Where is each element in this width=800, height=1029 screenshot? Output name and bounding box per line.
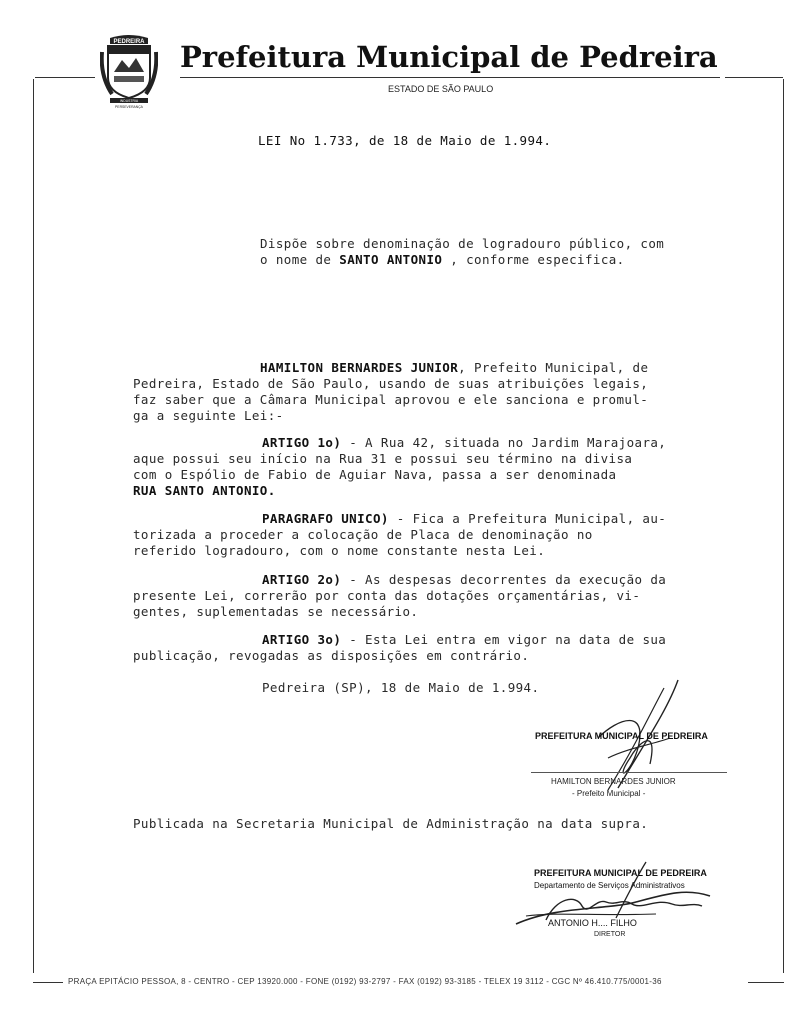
preamble-line-3: faz saber que a Câmara Municipal aprovou e ele sanciona e promul-: [133, 392, 649, 407]
mayor-signature-line: [531, 772, 727, 773]
paragraph-label: PARAGRAFO UNICO): [262, 511, 389, 526]
preamble-line-4: ga a seguinte Lei:-: [133, 408, 284, 423]
publication-note: Publicada na Secretaria Municipal de Administração na data supra.: [133, 816, 649, 831]
preamble-line-1: [260, 361, 648, 375]
article-1-line-3: com o Espólio de Fabio de Aguiar Nava, passa a ser denominada: [133, 467, 617, 482]
summary-line-2: [260, 253, 625, 267]
article-2-label: ARTIGO 2o): [262, 572, 342, 587]
article-1-label: ARTIGO 1o): [262, 435, 342, 450]
street-name-emphasis: SANTO ANTONIO: [339, 252, 443, 267]
border-right: [783, 79, 784, 973]
article-1-text: - A Rua 42, situada no Jardim Marajoara,: [341, 435, 667, 450]
law-heading: LEI No 1.733, de 18 de Maio de 1.994.: [258, 133, 552, 148]
crest-motto-text: INDUSTRIA: [119, 99, 139, 103]
letterhead-subtitle: ESTADO DE SÃO PAULO: [388, 84, 494, 94]
article-3-line-1: [262, 633, 666, 647]
crest-banner-text: PEDREIRA: [113, 39, 145, 45]
summary-text: o nome de: [260, 252, 340, 267]
preamble-line-2: Pedreira, Estado de São Paulo, usando de suas atribuições legais,: [133, 376, 649, 391]
mayor-name: HAMILTON BERNARDES JUNIOR: [260, 360, 459, 375]
footer-rule-right: [748, 982, 784, 983]
place-and-date: Pedreira (SP), 18 de Maio de 1.994.: [262, 680, 540, 695]
article-2-line-1: [262, 573, 666, 587]
paragraph-line-3: referido logradouro, com o nome constante nesta Lei.: [133, 543, 546, 558]
crest-motto-text-2: PERSEVERANÇA: [115, 105, 143, 109]
footer-rule-left: [33, 982, 63, 983]
border-left: [33, 79, 34, 973]
article-3-text: - Esta Lei entra em vigor na data de sua: [341, 632, 667, 647]
director-department: Departamento de Serviços Administrativos: [534, 881, 685, 890]
mayor-role: - Prefeito Municipal -: [572, 789, 646, 798]
header-rule-left: [35, 77, 95, 78]
paragraph-line-2: torizada a proceder a colocação de Placa de denominação no: [133, 527, 593, 542]
article-1-line-1: [262, 436, 666, 450]
article-3-line-2: publicação, revogadas as disposições em contrário.: [133, 648, 530, 663]
mayor-org-stamp: PREFEITURA MUNICIPAL DE PEDREIRA: [535, 731, 708, 741]
paragraph-text: - Fica a Prefeitura Municipal, au-: [388, 511, 667, 526]
summary-text-end: , conforme especifica.: [442, 252, 625, 267]
article-2-text: - As despesas decorrentes da execução da: [341, 572, 667, 587]
letterhead-title: Prefeitura Municipal de Pedreira: [180, 40, 718, 74]
municipal-crest-logo: [100, 32, 158, 110]
article-1-line-4: RUA SANTO ANTONIO.: [133, 483, 276, 498]
mayor-printed-name: HAMILTON BERNARDES JUNIOR: [551, 777, 676, 786]
summary-line-1: Dispõe sobre denominação de logradouro público, com: [260, 236, 665, 251]
director-role: DIRETOR: [594, 931, 626, 938]
director-org-stamp: PREFEITURA MUNICIPAL DE PEDREIRA: [534, 868, 707, 878]
footer-address: PRAÇA EPITÁCIO PESSOA, 8 - CENTRO - CEP 13920.000 - FONE (0192) 93-2797 - FAX (0192) 93-3185 - TELEX 19 3112 - CGC Nº 46.410.775/0001-36: [68, 977, 662, 986]
article-2-line-3: gentes, suplementadas se necessário.: [133, 604, 419, 619]
article-1-line-2: aque possui seu início na Rua 31 e possui seu término na divisa: [133, 451, 633, 466]
header-rule-right: [725, 77, 783, 78]
header-rule-mid: [180, 77, 720, 78]
paragraph-line-1: [262, 512, 666, 526]
article-3-label: ARTIGO 3o): [262, 632, 342, 647]
preamble-text: , Prefeito Municipal, de: [458, 360, 649, 375]
director-printed-name: ANTONIO H.... FILHO: [548, 918, 637, 928]
article-2-line-2: presente Lei, correrão por conta das dotações orçamentárias, vi-: [133, 588, 641, 603]
